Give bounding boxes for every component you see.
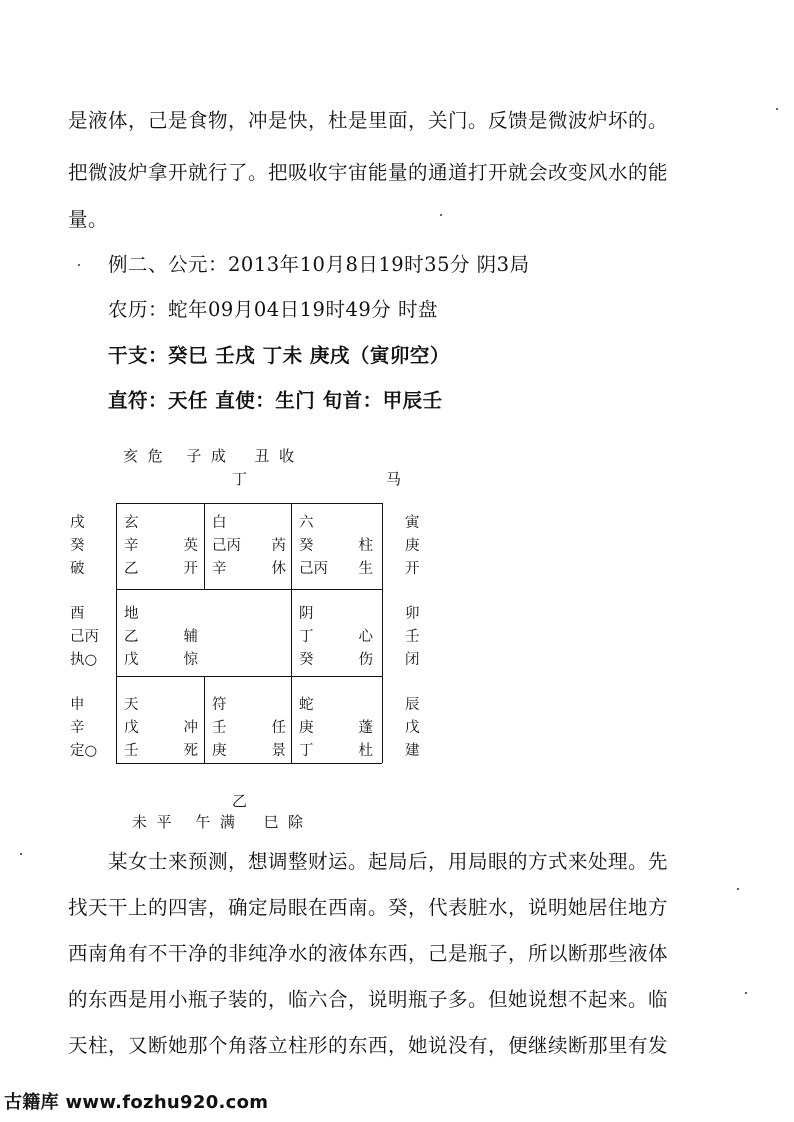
text-line: 的东西是用小瓶子装的，临六合，说明瓶子多。但她说想不起来。临 (68, 988, 669, 1011)
grid-line (382, 503, 383, 763)
grid-line (116, 503, 117, 763)
chart-left-col-3: 申 辛 定○ (70, 697, 98, 759)
palace-cell: 蛇 庚 蓬 丁 杜 (299, 697, 373, 759)
chart-right-col-3: 辰 戊 建 (405, 697, 420, 759)
text-line: 是液体，己是食物，冲是快，杜是里面，关门。反馈是微波炉坏的。 (68, 109, 669, 132)
palace-cell: 天 戊 冲 壬 死 (124, 697, 198, 759)
palace-cell: 白 己丙 芮 辛 休 (212, 515, 286, 577)
grid-line (116, 763, 382, 764)
grid-line (204, 676, 205, 763)
chart-right-col-2: 卯 壬 闭 (405, 606, 420, 668)
palace-cell: 六 癸 柱 己丙 生 (299, 515, 373, 577)
chart-top-ding: 丁 (232, 470, 248, 488)
text-line: 找天干上的四害，确定局眼在西南。癸，代表脏水，说明她居住地方 (68, 896, 669, 919)
chart-left-col-1: 戌 癸 破 (70, 515, 85, 577)
palace-cell: 玄 辛 英 乙 开 (124, 515, 198, 577)
example-lunar-line: 农历：蛇年09月04日19时49分 时盘 (108, 298, 438, 321)
text-line: 西南角有不干净的非纯净水的液体东西，己是瓶子，所以断那些液体 (68, 942, 669, 965)
chart-bottom-branches: 未 平 午 满 巳 除 (132, 813, 304, 831)
scan-speck (440, 214, 442, 216)
example-date-line: 例二、公元：2013年10月8日19时35分 阴3局 (108, 253, 530, 276)
text-line: 天柱，又断她那个角落立柱形的东西，她说没有，便继续断那里有发 (68, 1034, 669, 1057)
text-line: 某女士来预测，想调整财运。起局后，用局眼的方式来处理。先 (108, 850, 669, 873)
scan-speck (737, 888, 739, 890)
chart-left-col-2: 酉 己丙 执○ (70, 606, 99, 668)
text-line: 把微波炉拿开就行了。把吸收宇宙能量的通道打开就会改变风水的能 (68, 161, 669, 184)
scan-speck (20, 853, 22, 855)
chart-top-branches: 亥 危 子 成 丑 收 (123, 447, 295, 465)
scan-speck (776, 108, 778, 110)
palace-cell: 阴 丁 心 癸 伤 (299, 606, 373, 668)
example-ganzhi-line: 干支：癸巳 壬戌 丁未 庚戌（寅卯空） (108, 344, 450, 367)
chart-bottom-yi: 乙 (232, 792, 248, 810)
grid-line (116, 589, 382, 590)
text-line: 量。 (68, 208, 109, 231)
grid-line (116, 503, 382, 504)
palace-cell-center (206, 603, 292, 626)
scan-speck (745, 992, 747, 994)
scan-speck (78, 264, 80, 266)
grid-line (116, 676, 382, 677)
chart-right-col-1: 寅 庚 开 (405, 515, 420, 577)
example-zhifu-line: 直符：天任 直使：生门 旬首：甲辰壬 (108, 389, 443, 412)
grid-line (204, 503, 205, 589)
footer-watermark: 古籍库 www.fozhu920.com (4, 1092, 269, 1113)
qimen-chart-grid (116, 503, 382, 763)
palace-cell: 地 乙 辅 戊 惊 (124, 606, 198, 668)
palace-cell: 符 壬 任 庚 景 (212, 697, 286, 759)
chart-top-ma: 马 (386, 470, 402, 488)
